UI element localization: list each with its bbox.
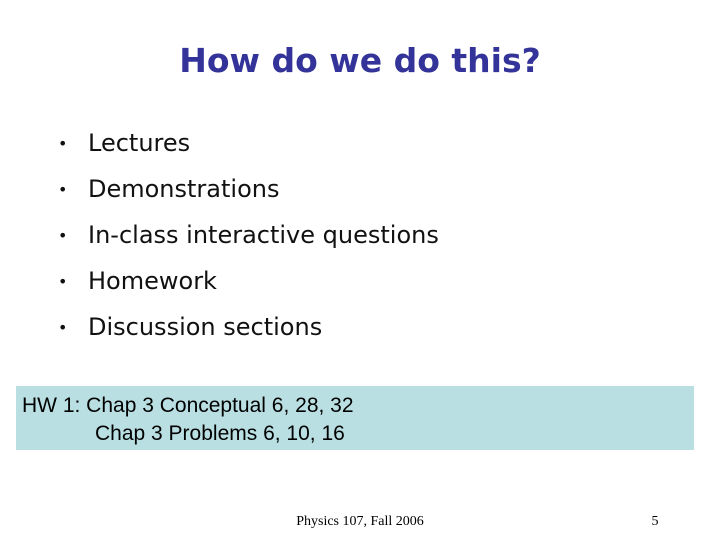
bullet-dot-icon: • <box>58 317 68 337</box>
bullet-list <box>58 120 439 350</box>
bullet-dot-icon: • <box>58 271 68 291</box>
slide-footer: Physics 107, Fall 2006 <box>296 514 424 529</box>
slide-title: How do we do this? <box>179 41 541 80</box>
bullet-item-homework <box>58 258 439 304</box>
bullet-item-interactive-questions <box>58 212 439 258</box>
homework-box <box>16 386 694 450</box>
bullet-item-discussion-sections <box>58 304 439 350</box>
bullet-label: Demonstrations <box>88 175 280 203</box>
bullet-label: In-class interactive questions <box>88 221 439 249</box>
homework-line-problems: Chap 3 Problems 6, 10, 16 <box>95 422 345 445</box>
bullet-label: Homework <box>88 267 217 295</box>
bullet-dot-icon: • <box>58 225 68 245</box>
bullet-dot-icon: • <box>58 179 68 199</box>
bullet-label: Discussion sections <box>88 313 323 341</box>
bullet-dot-icon: • <box>58 133 68 153</box>
bullet-label: Lectures <box>88 129 191 157</box>
homework-line-conceptual: HW 1: Chap 3 Conceptual 6, 28, 32 <box>22 394 354 417</box>
bullet-item-demonstrations <box>58 166 439 212</box>
page-number: 5 <box>651 514 659 529</box>
bullet-item-lectures <box>58 120 439 166</box>
